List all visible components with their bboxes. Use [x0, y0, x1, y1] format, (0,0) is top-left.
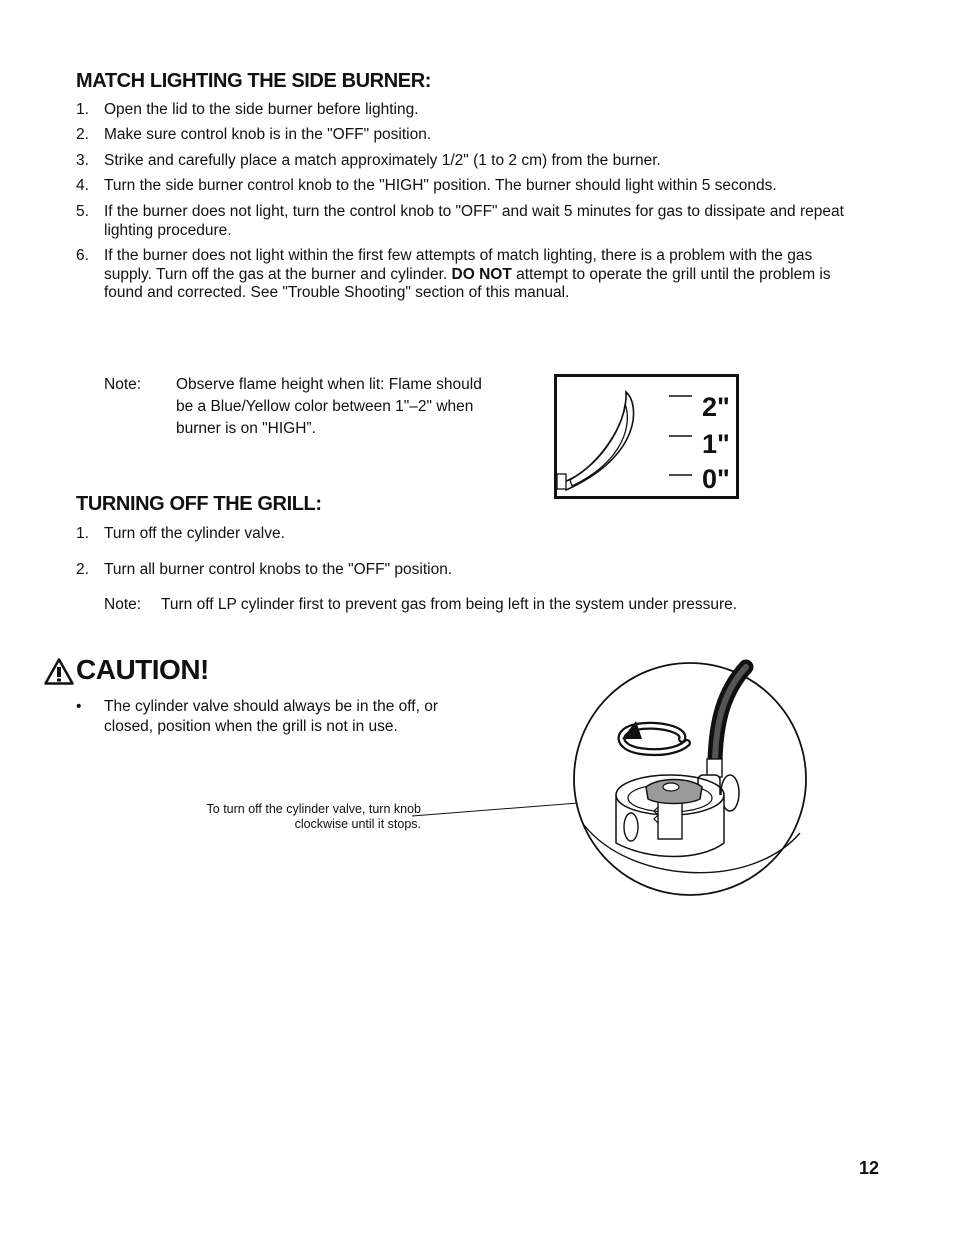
- bullet-text: The cylinder valve should always be in the off, or closed, position when the grill is not in use.: [104, 698, 439, 735]
- section-heading-turning-off: TURNING OFF THE GRILL:: [76, 493, 322, 515]
- flame-height-diagram: [554, 374, 740, 500]
- page-number: 12: [859, 1158, 880, 1178]
- step-number: 1.: [76, 101, 89, 118]
- step-number: 4.: [76, 177, 89, 194]
- step-text-part: If the burner does not light within the first few attempts of match lighting, there is a problem with the gas supply. Turn off the gas at the burner and cylinder.: [104, 247, 813, 283]
- caution-title: CAUTION!: [76, 654, 209, 685]
- step-text: Turn off the cylinder valve.: [104, 525, 285, 542]
- step-number: 5.: [76, 203, 89, 220]
- bullet-symbol: •: [76, 698, 82, 715]
- callout-text: To turn off the cylinder valve, turn knob clockwise until it stops.: [206, 802, 421, 831]
- step-number: 2.: [76, 561, 89, 578]
- height-label-1in: 1": [702, 429, 730, 459]
- detail-circle: [574, 663, 806, 895]
- note-text: Turn off LP cylinder first to prevent gas from being left in the system under pressure.: [161, 596, 738, 613]
- step-text: Turn the side burner control knob to the "HIGH" position. The burner should light within 5 seconds.: [104, 177, 777, 194]
- step-number: 6.: [76, 247, 89, 264]
- section-heading-match-lighting: MATCH LIGHTING THE SIDE BURNER:: [76, 70, 431, 92]
- step-text: Turn all burner control knobs to the "OFF" position.: [104, 561, 453, 578]
- step-number: 2.: [76, 126, 89, 143]
- height-label-0in: 0": [702, 464, 730, 494]
- warning-triangle-icon: [44, 658, 74, 685]
- step-number: 1.: [76, 525, 89, 542]
- step-text: If the burner does not light, turn the control knob to "OFF" and wait 5 minutes for gas to dissipate and repeat lighting procedure.: [104, 203, 844, 239]
- cylinder-valve-illustration: [410, 655, 820, 900]
- step-text: [104, 247, 864, 303]
- height-label-2in: 2": [702, 392, 730, 422]
- note-text: Observe flame height when lit: Flame should be a Blue/Yellow color between 1"–2" when burner is on "HIGH”.: [176, 376, 482, 437]
- step-text: Open the lid to the side burner before lighting.: [104, 101, 419, 118]
- step-text-bold: DO NOT: [451, 265, 512, 283]
- note-label: Note:: [104, 376, 142, 393]
- valve-knob: [646, 780, 702, 804]
- note-label: Note:: [104, 596, 142, 613]
- step-text: Strike and carefully place a match approximately 1/2" (1 to 2 cm) from the burner.: [104, 152, 661, 169]
- step-text-part: attempt to operate the grill until the problem is found and corrected. See "Trouble Shooting" section of this manual.: [104, 265, 831, 301]
- step-text: Make sure control knob is in the "OFF" position.: [104, 126, 432, 143]
- step-number: 3.: [76, 152, 89, 169]
